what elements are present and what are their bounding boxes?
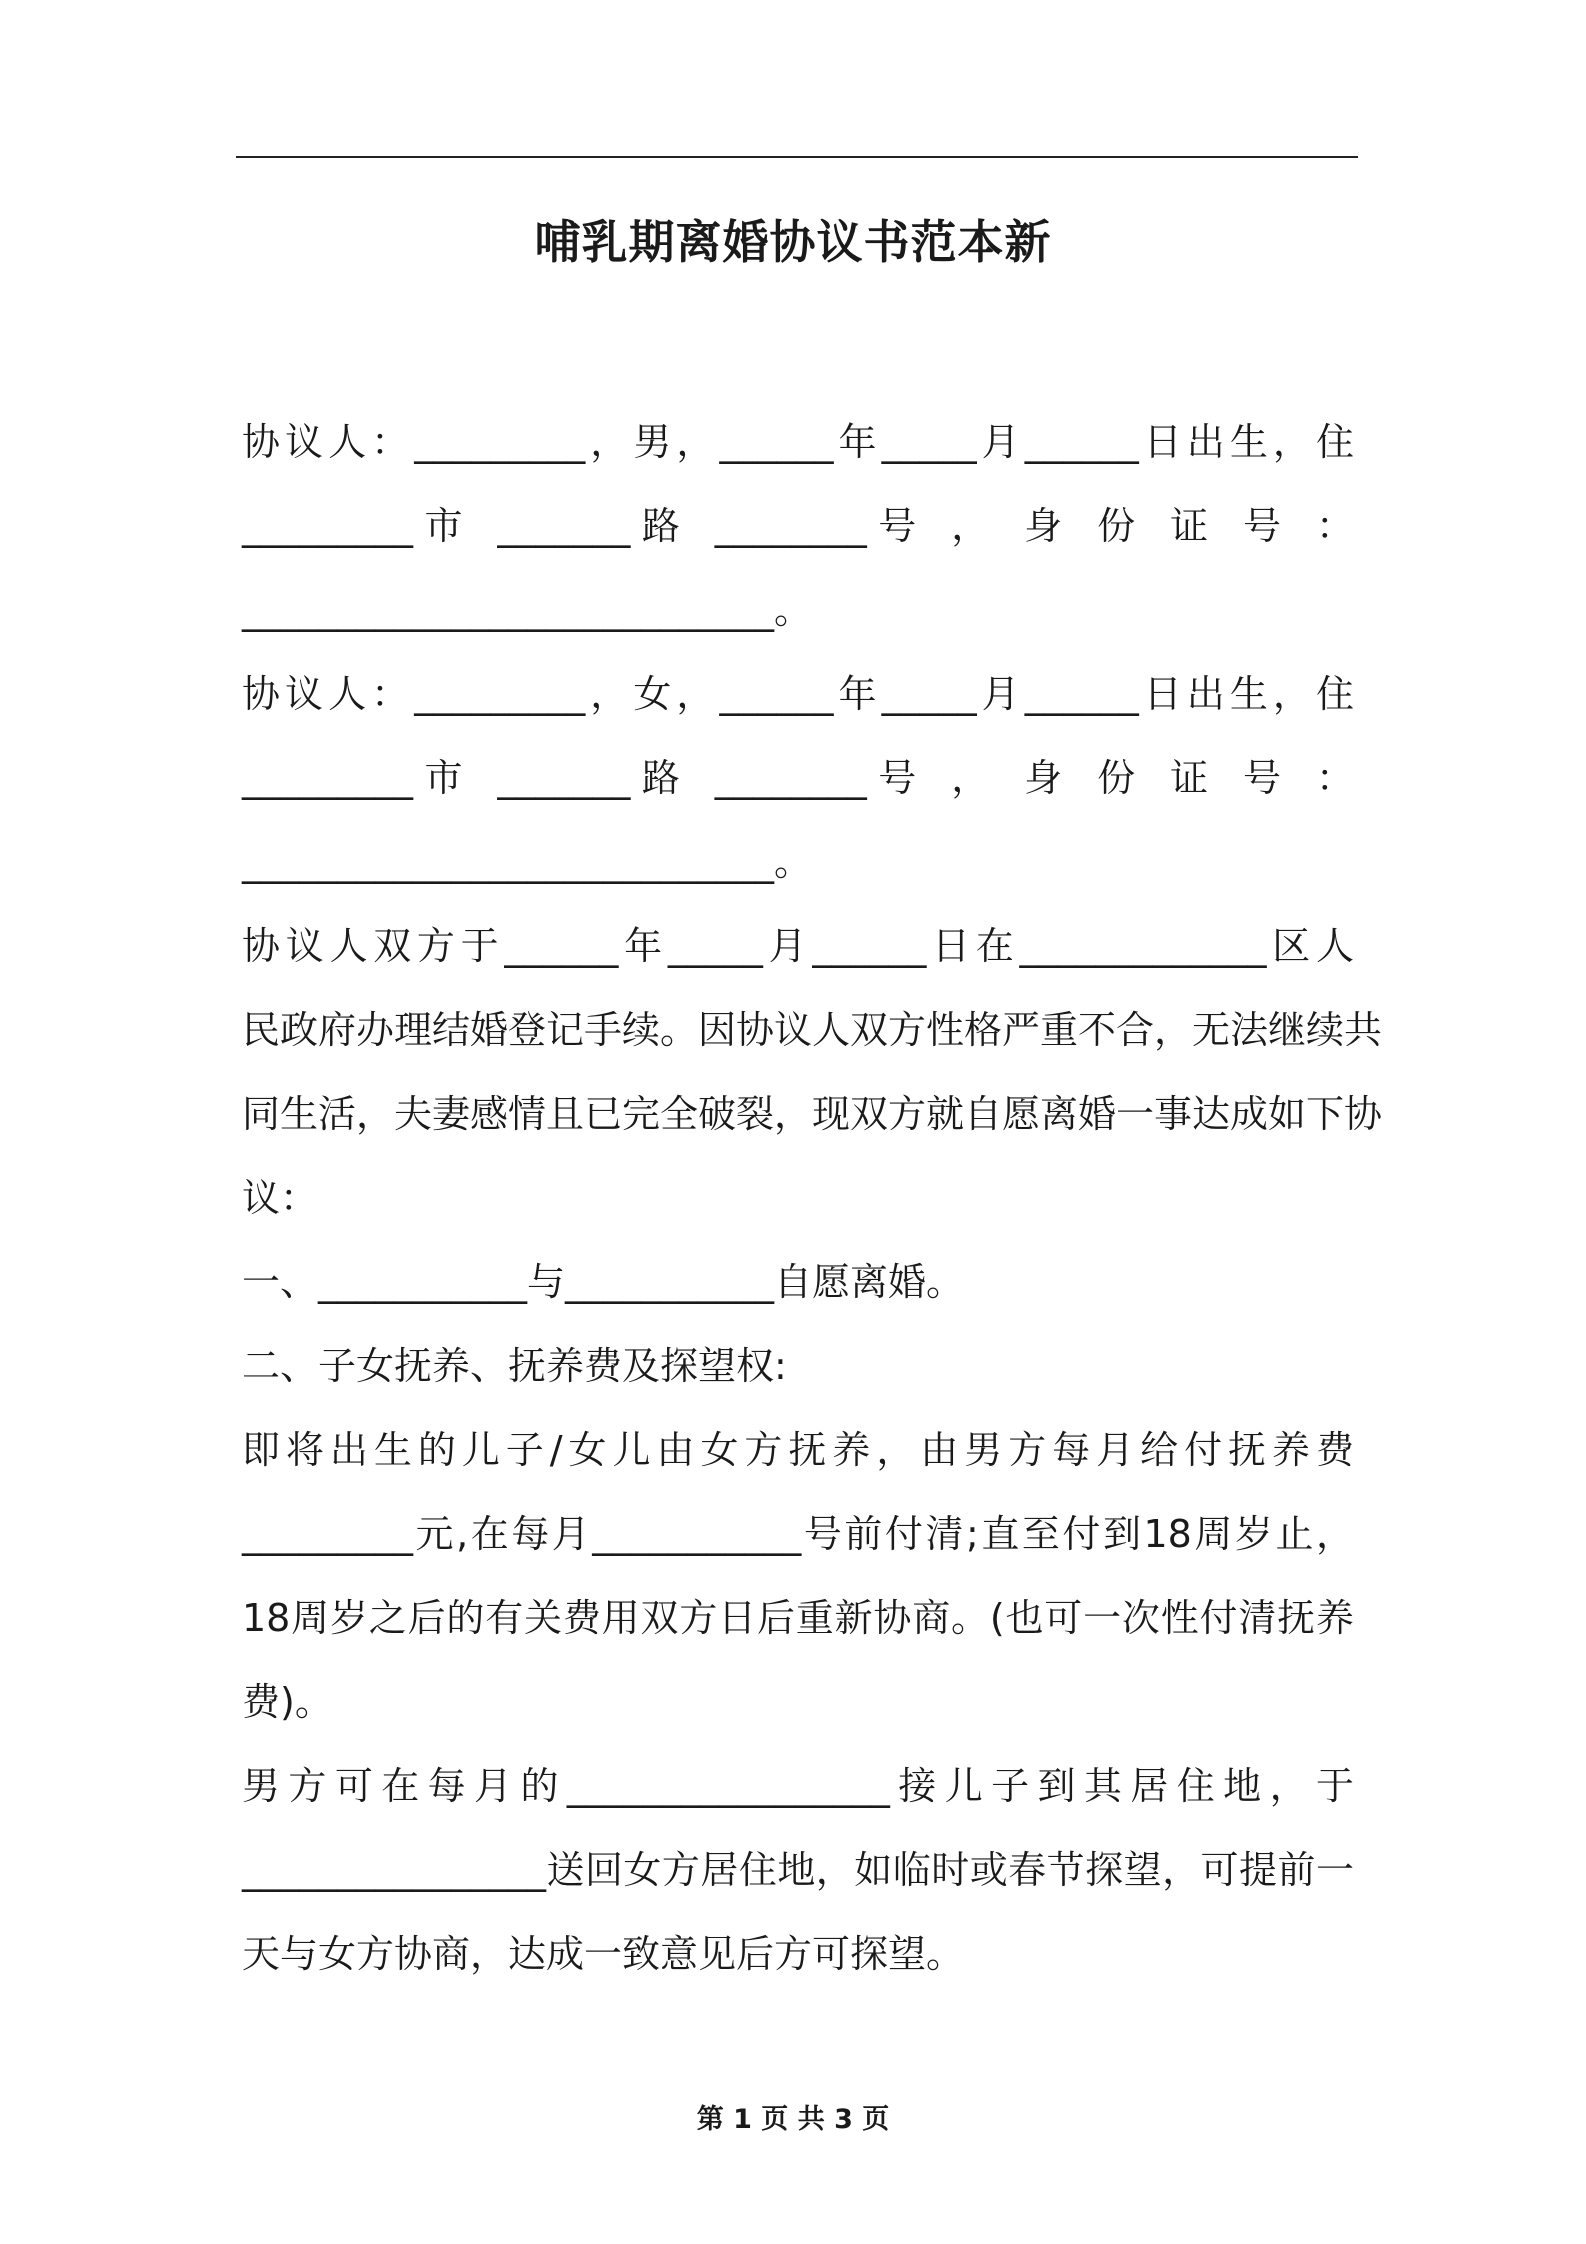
paragraph-line: 18周岁之后的有关费用双方日后重新协商。(也可一次性付清抚养 (242, 1596, 1354, 1640)
paragraph-line: 同生活，夫妻感情且已完全破裂，现双方就自愿离婚一事达成如下协 (242, 1092, 1383, 1136)
paragraph-line: 民政府办理结婚登记手续。因协议人双方性格严重不合，无法继续共 (242, 1008, 1383, 1052)
document-body (242, 400, 1383, 1996)
paragraph-line: 议： (242, 1176, 319, 1220)
paragraph-line: 二、子女抚养、抚养费及探望权: (242, 1344, 787, 1388)
paragraph-line: 男方可在每月的_________________接儿子到其居住地，于 (242, 1764, 1354, 1808)
paragraph-line: 费)。 (242, 1680, 333, 1724)
paragraph-line: 一、___________与___________自愿离婚。 (242, 1260, 965, 1304)
paragraph-line: ____________________________。 (242, 588, 813, 632)
paragraph-line: ________________送回女方居住地，如临时或春节探望，可提前一 (242, 1848, 1354, 1892)
paragraph-line: 天与女方协商，达成一致意见后方可探望。 (242, 1932, 965, 1976)
paragraph-line: _________市 _______路 ________号 ， 身 份 证 号 ： (242, 504, 1354, 548)
paragraph-line: 即将出生的儿子/女儿由女方抚养，由男方每月给付抚养费 (242, 1428, 1354, 1472)
paragraph-line: _________市 _______路 ________号 ， 身 份 证 号 ： (242, 756, 1354, 800)
page-number-footer: 第 1 页 共 3 页 (696, 2104, 890, 2135)
paragraph-line: ____________________________。 (242, 840, 813, 884)
header-rule (236, 156, 1358, 158)
paragraph-line: 协议人：_________，女，______年_____月______日出生，住 (242, 672, 1354, 716)
paragraph-line: 协议人：_________，男，______年_____月______日出生，住 (242, 420, 1354, 464)
document-title: 哺乳期离婚协议书范本新 (534, 215, 1052, 269)
paragraph-line: 协议人双方于______年_____月______日在_____________区人 (242, 924, 1354, 968)
paragraph-line: _________元,在每月___________号前付清;直至付到18周岁止， (242, 1512, 1354, 1556)
